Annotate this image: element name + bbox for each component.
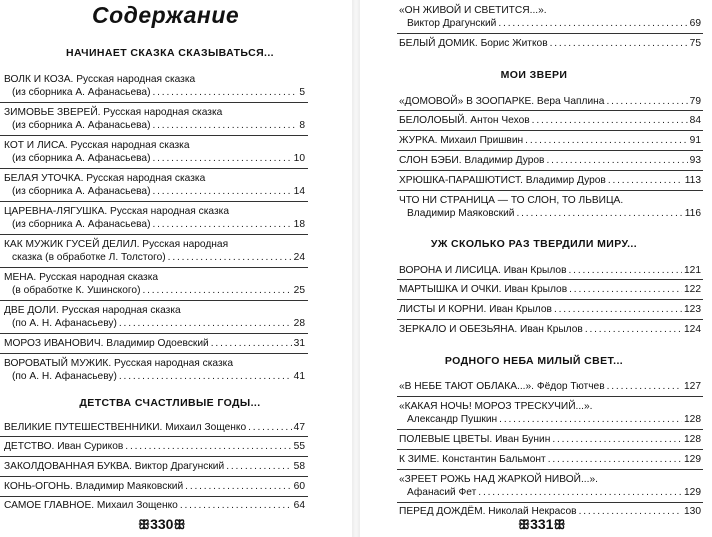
toc-entry[interactable] — [399, 473, 701, 499]
entry-subtitle: (по А. Н. Афанасьеву) — [12, 318, 117, 329]
toc-entry[interactable] — [399, 114, 701, 127]
toc-entry[interactable] — [399, 37, 701, 50]
toc-entry[interactable] — [4, 357, 305, 383]
toc-entry[interactable] — [4, 460, 305, 473]
page-number: 18 — [293, 219, 305, 230]
page-number-footer: 330 — [150, 516, 174, 532]
ornament-icon: ꕥ — [518, 517, 531, 532]
toc-entry[interactable] — [399, 453, 701, 466]
toc-entry[interactable] — [4, 480, 305, 493]
page-number: 130 — [684, 506, 701, 517]
toc-entry[interactable] — [4, 73, 305, 99]
page-number: 31 — [293, 338, 305, 349]
entry-title: «В НЕБЕ ТАЮТ ОБЛАКА...». Фёдор Тютчев — [399, 381, 605, 392]
page-number: 75 — [689, 38, 701, 49]
page-number: 91 — [689, 135, 701, 146]
toc-entry[interactable] — [4, 271, 305, 297]
divider — [0, 456, 308, 457]
entry-title: МЕНА. Русская народная сказка — [4, 272, 159, 283]
divider — [0, 436, 308, 437]
entry-title: ЖУРКА. Михаил Пришвин — [399, 135, 524, 146]
page-number: 47 — [293, 422, 305, 433]
toc-entry[interactable] — [4, 499, 305, 512]
page-number: 14 — [293, 186, 305, 197]
divider — [0, 476, 308, 477]
entry-subtitle: сказка (в обработке Л. Толстого) — [12, 252, 166, 263]
entry-title: БЕЛЫЙ ДОМИК. Борис Житков — [399, 38, 548, 49]
entry-title: «ДОМОВОЙ» В ЗООПАРКЕ. Вера Чаплина — [399, 96, 605, 107]
entry-subtitle: (из сборника А. Афанасьева) — [12, 186, 151, 197]
page-number: 79 — [689, 96, 701, 107]
section-heading: РОДНОГО НЕБА МИЛЫЙ СВЕТ... — [444, 355, 624, 367]
divider — [0, 135, 308, 136]
divider — [397, 449, 703, 450]
ornament-icon: ꕥ — [553, 517, 566, 532]
divider — [397, 502, 703, 503]
toc-entry[interactable] — [399, 433, 701, 446]
page-number: 24 — [293, 252, 305, 263]
toc-entry[interactable] — [399, 400, 701, 426]
entry-title: ВОРОНА И ЛИСИЦА. Иван Крылов — [399, 265, 567, 276]
divider — [0, 234, 308, 235]
section-heading: МОИ ЗВЕРИ — [500, 69, 568, 81]
entry-subtitle: Александр Пушкин — [407, 414, 498, 425]
toc-entry[interactable] — [4, 205, 305, 231]
entry-subtitle: (в обработке К. Ушинского) — [12, 285, 141, 296]
toc-entry[interactable] — [4, 421, 305, 434]
section-heading: НАЧИНАЕТ СКАЗКА СКАЗЫВАТЬСЯ... — [66, 47, 274, 59]
divider — [397, 429, 703, 430]
left-page — [0, 0, 352, 537]
toc-entry[interactable] — [4, 337, 305, 350]
page-number: 58 — [293, 461, 305, 472]
entry-title: КОТ И ЛИСА. Русская народная сказка — [4, 140, 190, 151]
entry-subtitle: (из сборника А. Афанасьева) — [12, 120, 151, 131]
entry-title: ЦАРЕВНА-ЛЯГУШКА. Русская народная сказка — [4, 206, 230, 217]
entry-title: «ЗРЕЕТ РОЖЬ НАД ЖАРКОЙ НИВОЙ...». — [399, 474, 598, 485]
entry-subtitle: (по А. Н. Афанасьеву) — [12, 371, 117, 382]
entry-title: ХРЮШКА-ПАРАШЮТИСТ. Владимир Дуров — [399, 175, 606, 186]
toc-entry[interactable] — [4, 172, 305, 198]
page-number: 129 — [684, 454, 701, 465]
page-number: 124 — [684, 324, 701, 335]
divider — [397, 299, 703, 300]
divider — [0, 102, 308, 103]
toc-entry[interactable] — [399, 283, 701, 296]
page-number: 84 — [689, 115, 701, 126]
entry-title: ЗИМОВЬЕ ЗВЕРЕЙ. Русская народная сказка — [4, 107, 223, 118]
page-number: 10 — [293, 153, 305, 164]
toc-entry[interactable] — [399, 303, 701, 316]
entry-subtitle: (из сборника А. Афанасьева) — [12, 87, 151, 98]
page-number: 55 — [293, 441, 305, 452]
divider — [0, 201, 308, 202]
entry-subtitle: (из сборника А. Афанасьева) — [12, 153, 151, 164]
page-number: 60 — [293, 481, 305, 492]
divider — [397, 469, 703, 470]
section-heading: ДЕТСТВА СЧАСТЛИВЫЕ ГОДЫ... — [79, 397, 261, 409]
entry-title: БЕЛАЯ УТОЧКА. Русская народная сказка — [4, 173, 206, 184]
ornament-icon: ꕥ — [173, 517, 186, 532]
entry-subtitle: Владимир Маяковский — [407, 208, 515, 219]
page-number: 41 — [293, 371, 305, 382]
page-number: 129 — [684, 487, 701, 498]
divider — [397, 150, 703, 151]
divider — [397, 190, 703, 191]
divider — [397, 170, 703, 171]
entry-title: ПОЛЕВЫЕ ЦВЕТЫ. Иван Бунин — [399, 434, 551, 445]
page-number: 127 — [684, 381, 701, 392]
page-number: 128 — [684, 414, 701, 425]
entry-title: СЛОН БЭБИ. Владимир Дуров — [399, 155, 545, 166]
ornament-icon: ꕥ — [138, 517, 151, 532]
toc-entry[interactable] — [399, 174, 701, 187]
page-number: 123 — [684, 304, 701, 315]
toc-entry[interactable] — [4, 238, 305, 264]
entry-subtitle: (из сборника А. Афанасьева) — [12, 219, 151, 230]
divider — [0, 333, 308, 334]
divider — [0, 496, 308, 497]
entry-title: «КАКАЯ НОЧЬ! МОРОЗ ТРЕСКУЧИЙ...». — [399, 401, 593, 412]
page-number: 69 — [689, 18, 701, 29]
page-number: 93 — [689, 155, 701, 166]
divider — [397, 130, 703, 131]
entry-title: БЕЛОЛОБЫЙ. Антон Чехов — [399, 115, 530, 126]
toc-entry[interactable] — [4, 304, 305, 330]
page-folio — [518, 516, 566, 533]
entry-title: ЧТО НИ СТРАНИЦА — ТО СЛОН, ТО ЛЬВИЦА. — [399, 195, 624, 206]
page-number: 5 — [299, 87, 305, 98]
toc-entry[interactable] — [399, 323, 701, 336]
divider — [397, 279, 703, 280]
page-number: 113 — [684, 175, 701, 186]
toc-entry[interactable] — [4, 139, 305, 165]
book-gutter — [352, 0, 360, 537]
toc-entry[interactable] — [399, 194, 701, 220]
entry-title: ЛИСТЫ И КОРНИ. Иван Крылов — [399, 304, 552, 315]
divider — [397, 110, 703, 111]
divider — [0, 168, 308, 169]
page-number: 121 — [684, 265, 701, 276]
entry-subtitle: Виктор Драгунский — [407, 18, 497, 29]
toc-entry[interactable] — [399, 380, 701, 393]
entry-title: ЗАКОЛДОВАННАЯ БУКВА. Виктор Драгунский — [4, 461, 225, 472]
page-folio — [138, 516, 186, 533]
page-number: 25 — [293, 285, 305, 296]
section-heading: УЖ СКОЛЬКО РАЗ ТВЕРДИЛИ МИРУ... — [430, 238, 638, 250]
entry-title: «ОН ЖИВОЙ И СВЕТИТСЯ...». — [399, 5, 547, 16]
divider — [0, 353, 308, 354]
entry-title: САМОЕ ГЛАВНОЕ. Михаил Зощенко — [4, 500, 178, 511]
toc-entry[interactable] — [4, 106, 305, 132]
divider — [397, 396, 703, 397]
entry-title: КОНЬ-ОГОНЬ. Владимир Маяковский — [4, 481, 184, 492]
toc-entry[interactable] — [399, 154, 701, 167]
divider — [0, 267, 308, 268]
entry-title: МОРОЗ ИВАНОВИЧ. Владимир Одоевский — [4, 338, 209, 349]
entry-title: К ЗИМЕ. Константин Бальмонт — [399, 454, 546, 465]
entry-title: ПЕРЕД ДОЖДЁМ. Николай Некрасов — [399, 506, 577, 517]
contents-title: Содержание — [92, 2, 240, 28]
entry-title: ЗЕРКАЛО И ОБЕЗЬЯНА. Иван Крылов — [399, 324, 583, 335]
entry-subtitle: Афанасий Фет — [407, 487, 477, 498]
toc-entry[interactable] — [399, 264, 701, 277]
right-page — [360, 0, 712, 537]
divider — [397, 319, 703, 320]
page-number: 28 — [293, 318, 305, 329]
page-number: 128 — [684, 434, 701, 445]
toc-entry[interactable] — [399, 4, 701, 30]
entry-title: ДЕТСТВО. Иван Суриков — [4, 441, 124, 452]
page-number-footer: 331 — [530, 516, 554, 532]
page-number: 8 — [299, 120, 305, 131]
divider — [397, 33, 703, 34]
entry-title: ВЕЛИКИЕ ПУТЕШЕСТВЕННИКИ. Михаил Зощенко — [4, 422, 247, 433]
toc-entry[interactable] — [4, 440, 305, 453]
page-number: 116 — [684, 208, 701, 219]
entry-title: ДВЕ ДОЛИ. Русская народная сказка — [4, 305, 181, 316]
entry-title: МАРТЫШКА И ОЧКИ. Иван Крылов — [399, 284, 568, 295]
entry-title: КАК МУЖИК ГУСЕЙ ДЕЛИЛ. Русская народная — [4, 239, 229, 250]
divider — [0, 300, 308, 301]
page-number: 122 — [684, 284, 701, 295]
toc-entry[interactable] — [399, 134, 701, 147]
entry-title: ВОЛК И КОЗА. Русская народная сказка — [4, 74, 196, 85]
toc-entry[interactable] — [399, 95, 701, 108]
page-number: 64 — [293, 500, 305, 511]
entry-title: ВОРОВАТЫЙ МУЖИК. Русская народная сказка — [4, 358, 233, 369]
